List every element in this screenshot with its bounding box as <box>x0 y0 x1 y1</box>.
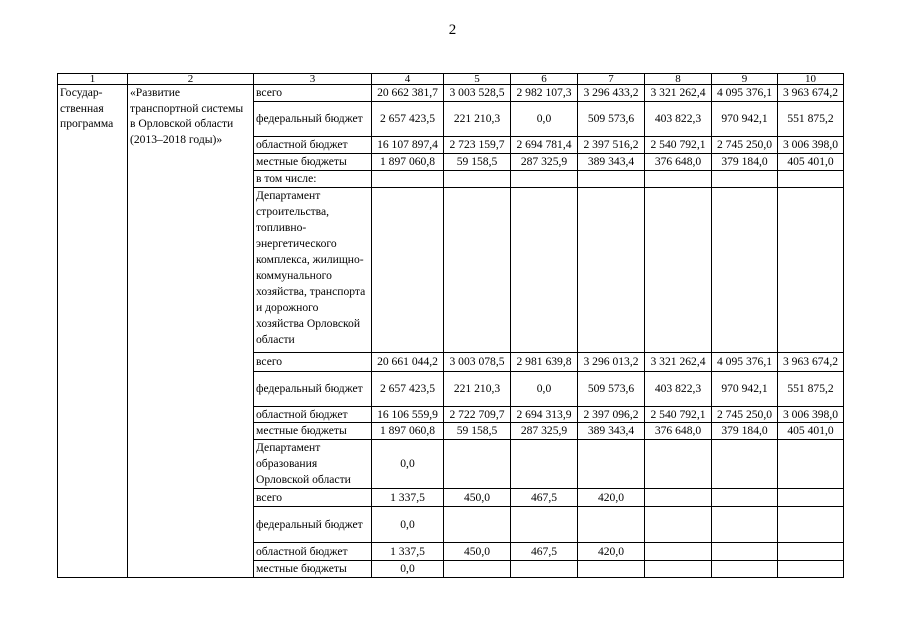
column-header: 3 <box>254 74 372 85</box>
value-cell: 3 296 013,2 <box>578 352 645 371</box>
column-header: 4 <box>372 74 444 85</box>
value-cell: 3 963 674,2 <box>778 85 844 102</box>
value-cell: 20 661 044,2 <box>372 352 444 371</box>
value-cell <box>645 171 712 188</box>
value-cell: 3 006 398,0 <box>778 406 844 423</box>
value-cell: 16 106 559,9 <box>372 406 444 423</box>
value-cell: 2 982 107,3 <box>511 85 578 102</box>
budget-table <box>57 73 844 578</box>
value-cell: 2 981 639,8 <box>511 352 578 371</box>
value-cell <box>645 489 712 507</box>
value-cell <box>444 507 511 543</box>
value-cell: 0,0 <box>372 440 444 489</box>
value-cell: 1 897 060,8 <box>372 154 444 171</box>
column-header: 10 <box>778 74 844 85</box>
department-name: Департамент образования Орловской области <box>254 440 372 489</box>
value-cell: 551 875,2 <box>778 371 844 406</box>
value-cell: 2 540 792,1 <box>645 137 712 154</box>
budget-label: всего <box>254 85 372 102</box>
column-header: 6 <box>511 74 578 85</box>
value-cell: 450,0 <box>444 489 511 507</box>
column-header: 8 <box>645 74 712 85</box>
value-cell: 0,0 <box>372 561 444 578</box>
value-cell <box>444 171 511 188</box>
page-number: 2 <box>448 22 457 38</box>
value-cell <box>578 561 645 578</box>
budget-label: всего <box>254 352 372 371</box>
value-cell <box>645 507 712 543</box>
budget-label: всего <box>254 489 372 507</box>
value-cell: 2 397 516,2 <box>578 137 645 154</box>
budget-label: в том числе: <box>254 171 372 188</box>
value-cell <box>511 171 578 188</box>
value-cell: 403 822,3 <box>645 371 712 406</box>
value-cell: 2 722 709,7 <box>444 406 511 423</box>
value-cell: 405 401,0 <box>778 154 844 171</box>
budget-label: местные бюджеты <box>254 423 372 440</box>
value-cell: 376 648,0 <box>645 423 712 440</box>
value-cell: 4 095 376,1 <box>712 352 778 371</box>
value-cell: 389 343,4 <box>578 423 645 440</box>
value-cell: 1 337,5 <box>372 543 444 561</box>
value-cell: 3 006 398,0 <box>778 137 844 154</box>
value-cell <box>645 440 712 489</box>
value-cell: 2 723 159,7 <box>444 137 511 154</box>
value-cell: 3 296 433,2 <box>578 85 645 102</box>
column-header: 1 <box>58 74 128 85</box>
budget-label: федеральный бюджет <box>254 371 372 406</box>
value-cell: 379 184,0 <box>712 154 778 171</box>
header-row <box>58 74 844 85</box>
value-cell <box>712 489 778 507</box>
value-cell: 2 694 313,9 <box>511 406 578 423</box>
value-cell: 0,0 <box>511 102 578 137</box>
value-cell: 2 745 250,0 <box>712 406 778 423</box>
budget-label: местные бюджеты <box>254 154 372 171</box>
value-cell: 2 397 096,2 <box>578 406 645 423</box>
value-cell <box>778 543 844 561</box>
value-cell: 467,5 <box>511 543 578 561</box>
budget-label: федеральный бюджет <box>254 507 372 543</box>
value-cell: 3 003 528,5 <box>444 85 511 102</box>
value-cell <box>712 187 778 352</box>
department-name: Департамент строительства, топливно-энергетического комплекса, жилищно-коммунального хозяйства, транспорта и дорожного хозяйства Орловской области <box>254 187 372 352</box>
value-cell: 376 648,0 <box>645 154 712 171</box>
value-cell <box>712 507 778 543</box>
value-cell: 467,5 <box>511 489 578 507</box>
budget-label: федеральный бюджет <box>254 102 372 137</box>
value-cell: 287 325,9 <box>511 423 578 440</box>
value-cell: 4 095 376,1 <box>712 85 778 102</box>
value-cell: 2 745 250,0 <box>712 137 778 154</box>
value-cell: 20 662 381,7 <box>372 85 444 102</box>
value-cell: 2 694 781,4 <box>511 137 578 154</box>
value-cell <box>511 187 578 352</box>
value-cell: 970 942,1 <box>712 102 778 137</box>
value-cell <box>444 440 511 489</box>
value-cell: 405 401,0 <box>778 423 844 440</box>
value-cell: 221 210,3 <box>444 102 511 137</box>
value-cell <box>578 171 645 188</box>
value-cell <box>778 187 844 352</box>
value-cell: 2 657 423,5 <box>372 371 444 406</box>
value-cell <box>645 543 712 561</box>
value-cell <box>511 440 578 489</box>
program-name-cell: «Развитие транспортной системы в Орловской области (2013–2018 годы)» <box>128 85 254 578</box>
value-cell: 403 822,3 <box>645 102 712 137</box>
budget-label: областной бюджет <box>254 406 372 423</box>
value-cell <box>444 561 511 578</box>
value-cell: 379 184,0 <box>712 423 778 440</box>
value-cell <box>645 561 712 578</box>
column-header: 2 <box>128 74 254 85</box>
value-cell: 3 321 262,4 <box>645 352 712 371</box>
value-cell: 420,0 <box>578 543 645 561</box>
value-cell <box>778 507 844 543</box>
value-cell <box>712 171 778 188</box>
value-cell: 287 325,9 <box>511 154 578 171</box>
value-cell <box>578 507 645 543</box>
value-cell: 450,0 <box>444 543 511 561</box>
value-cell: 59 158,5 <box>444 423 511 440</box>
table-row <box>58 85 844 102</box>
value-cell <box>372 171 444 188</box>
value-cell <box>712 440 778 489</box>
value-cell <box>444 187 511 352</box>
value-cell: 3 321 262,4 <box>645 85 712 102</box>
value-cell: 16 107 897,4 <box>372 137 444 154</box>
column-header: 5 <box>444 74 511 85</box>
value-cell <box>372 187 444 352</box>
budget-label: областной бюджет <box>254 137 372 154</box>
budget-label: областной бюджет <box>254 543 372 561</box>
value-cell <box>578 187 645 352</box>
value-cell <box>645 187 712 352</box>
value-cell: 0,0 <box>511 371 578 406</box>
value-cell: 2 657 423,5 <box>372 102 444 137</box>
value-cell <box>712 543 778 561</box>
value-cell: 389 343,4 <box>578 154 645 171</box>
value-cell <box>778 440 844 489</box>
value-cell: 970 942,1 <box>712 371 778 406</box>
value-cell <box>778 561 844 578</box>
value-cell <box>578 440 645 489</box>
value-cell: 1 337,5 <box>372 489 444 507</box>
budget-label: местные бюджеты <box>254 561 372 578</box>
value-cell: 0,0 <box>372 507 444 543</box>
value-cell: 221 210,3 <box>444 371 511 406</box>
column-header: 9 <box>712 74 778 85</box>
value-cell <box>712 561 778 578</box>
value-cell <box>778 489 844 507</box>
value-cell <box>511 507 578 543</box>
value-cell: 509 573,6 <box>578 371 645 406</box>
value-cell: 551 875,2 <box>778 102 844 137</box>
value-cell <box>511 561 578 578</box>
value-cell: 3 003 078,5 <box>444 352 511 371</box>
column-header: 7 <box>578 74 645 85</box>
value-cell: 1 897 060,8 <box>372 423 444 440</box>
value-cell: 420,0 <box>578 489 645 507</box>
value-cell: 2 540 792,1 <box>645 406 712 423</box>
value-cell: 3 963 674,2 <box>778 352 844 371</box>
value-cell <box>778 171 844 188</box>
value-cell: 509 573,6 <box>578 102 645 137</box>
value-cell: 59 158,5 <box>444 154 511 171</box>
program-type-cell: Государ- ственная программа <box>58 85 128 578</box>
